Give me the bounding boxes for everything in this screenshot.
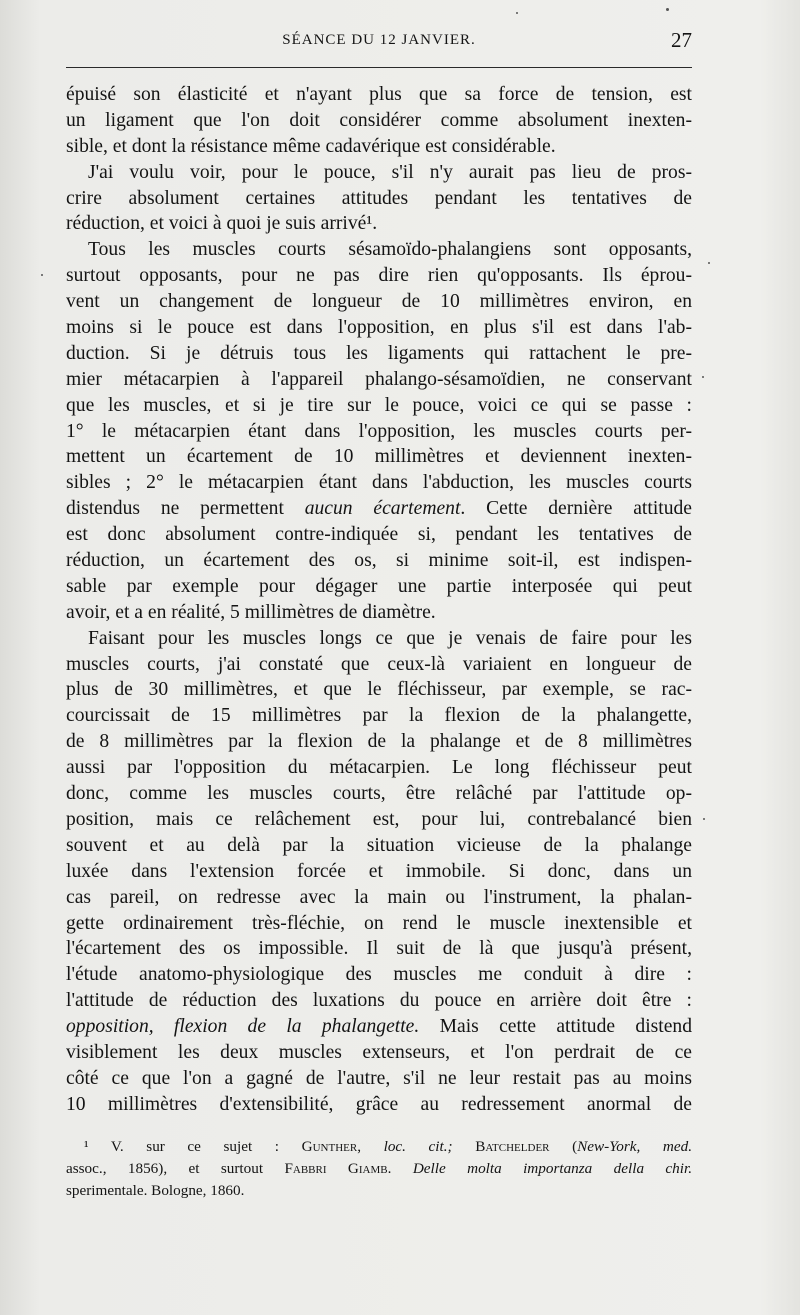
header-rule	[66, 67, 692, 68]
print-speck	[41, 274, 43, 276]
text-line: l'écartement des os impossible. Il suit de là que jusqu'à présent,	[66, 938, 692, 960]
text-line	[66, 1014, 692, 1040]
text-line: l'étude anatomo-physiologique des muscles me conduit à dire :	[66, 964, 692, 986]
text-line: crire absolument certaines attitudes pendant les tentatives de	[66, 187, 692, 209]
text-line: surtout opposants, pour ne pas dire rien qu'opposants. Ils éprou-	[66, 265, 692, 287]
running-title: SÉANCE DU 12 JANVIER.	[282, 32, 476, 48]
page-header	[66, 28, 692, 56]
print-speck	[666, 8, 669, 11]
text-line: aussi par l'opposition du métacarpien. Le long fléchisseur peut	[66, 757, 692, 779]
print-speck	[708, 262, 710, 264]
page-number: 27	[671, 28, 692, 52]
text-line: position, mais ce relâchement est, pour lui, contrebalancé bien	[66, 808, 692, 830]
body-text	[66, 82, 692, 1118]
text-line: sable par exemple pour dégager une partie interposée qui peut	[66, 575, 692, 597]
text-line: mier métacarpien à l'appareil phalango-sésamoïdien, ne conservant	[66, 368, 692, 390]
text-line: l'attitude de réduction des luxations du pouce en arrière doit être :	[66, 990, 692, 1012]
text-line: réduction, et voici à quoi je suis arrivé¹.	[66, 213, 378, 235]
text-run: distendus ne permettent	[66, 498, 305, 520]
text-line: 1° le métacarpien étant dans l'opposition, les muscles courts per-	[66, 420, 692, 442]
italic-phrase: Delle molta importanza della chir.	[412, 1160, 693, 1177]
footnote-line: sperimentale. Bologne, 1860.	[66, 1182, 245, 1199]
text-line: de 8 millimètres par la flexion de la phalange et de 8 millimètres	[66, 731, 692, 753]
italic-phrase: opposition, flexion de la phalangette.	[66, 1016, 420, 1038]
text-run: ¹ V. sur ce sujet :	[84, 1138, 302, 1155]
text-line: luxée dans l'extension forcée et immobile. Si donc, dans un	[66, 860, 692, 882]
text-line: est donc absolument contre-indiquée si, pendant les tentatives de	[66, 524, 692, 546]
text-line: donc, comme les muscles courts, être relâché par l'attitude op-	[66, 783, 692, 805]
text-line	[66, 496, 692, 522]
text-line: sibles ; 2° le métacarpien étant dans l'abduction, les muscles courts	[66, 472, 692, 494]
author-name: Batchelder	[475, 1138, 550, 1155]
text-line: avoir, et a en réalité, 5 millimètres de diamètre.	[66, 601, 436, 623]
text-line: que les muscles, et si je tire sur le pouce, voici ce qui se passe :	[66, 394, 692, 416]
text-line: gette ordinairement très-fléchie, on rend le muscle inextensible et	[66, 912, 692, 934]
print-speck	[703, 818, 705, 820]
italic-phrase: loc. cit.;	[383, 1138, 453, 1155]
text-line: Faisant pour les muscles longs ce que je venais de faire pour les	[88, 627, 692, 649]
text-line: visiblement les deux muscles extenseurs, et l'on perdrait de ce	[66, 1041, 692, 1063]
italic-phrase: New-York, med.	[577, 1138, 693, 1155]
text-line: muscles courts, j'ai constaté que ceux-là variaient en longueur de	[66, 653, 692, 675]
text-line: duction. Si je détruis tous les ligaments qui rattachent le pre-	[66, 342, 692, 364]
print-speck	[516, 12, 518, 14]
author-name: Fabbri Giamb.	[284, 1160, 392, 1177]
text-line: réduction, un écartement des os, si minime soit-il, est indispen-	[66, 550, 692, 572]
text-run: Mais cette attitude distend	[419, 1016, 692, 1038]
text-line: un ligament que l'on doit considérer comme absolument inexten-	[66, 109, 692, 131]
footnotes	[66, 1136, 692, 1202]
text-line: souvent et au delà par la situation vicieuse de la phalange	[66, 834, 692, 856]
author-name: Gunther	[301, 1138, 358, 1155]
text-line: vent un changement de longueur de 10 millimètres environ, en	[66, 291, 692, 313]
text-line: cas pareil, on redresse avec la main ou l'instrument, la phalan-	[66, 886, 692, 908]
text-run: . Cette dernière attitude	[460, 498, 692, 520]
text-line: épuisé son élasticité et n'ayant plus que sa force de tension, est	[66, 84, 692, 105]
text-line: 10 millimètres d'extensibilité, grâce au redressement anormal de	[66, 1093, 692, 1115]
text-line: plus de 30 millimètres, et que le fléchisseur, par exemple, se rac-	[66, 679, 692, 701]
footnote-line: ¹ V. sur ce sujet : Gunther, loc. cit.; Batchelder (New-York, med.	[84, 1138, 693, 1155]
footnote-line	[66, 1158, 692, 1180]
print-speck	[702, 376, 704, 378]
text-line: mettent un écartement de 10 millimètres et deviennent inexten-	[66, 446, 692, 468]
text-line: Tous les muscles courts sésamoïdo-phalangiens sont opposants,	[88, 239, 692, 261]
text-line: sible, et dont la résistance même cadavérique est considérable.	[66, 135, 556, 157]
text-line: courcissait de 15 millimètres par la flexion de la phalangette,	[66, 705, 692, 727]
text-line: J'ai voulu voir, pour le pouce, s'il n'y aurait pas lieu de pros-	[88, 161, 692, 183]
text-run: assoc., 1856), et surtout	[66, 1160, 285, 1177]
text-line: côté ce que l'on a gagné de l'autre, s'il ne leur restait pas au moins	[66, 1067, 692, 1089]
italic-phrase: aucun écartement	[304, 498, 461, 520]
text-line: moins si le pouce est dans l'opposition, en plus s'il est dans l'ab-	[66, 317, 692, 339]
